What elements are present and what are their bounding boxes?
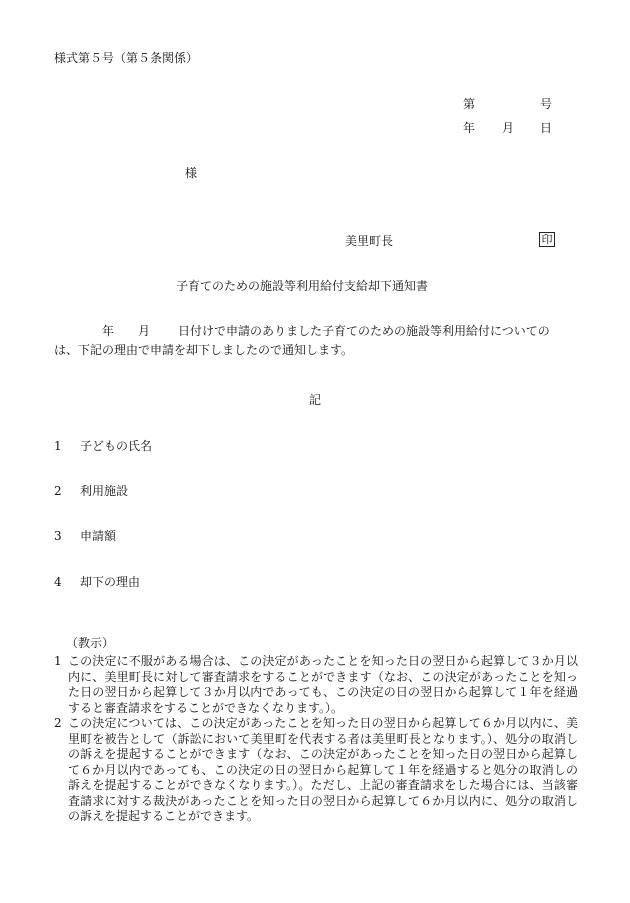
body-paragraph (54, 322, 578, 360)
body-line2: は、下記の理由で申請を却下しましたので通知します。 (54, 343, 354, 357)
ki-heading: 記 (309, 393, 322, 407)
item-label: 子どもの氏名 (80, 439, 153, 453)
item-label: 却下の理由 (80, 575, 141, 589)
note-item (54, 654, 578, 716)
item-label: 利用施設 (80, 484, 129, 498)
note-item (54, 716, 578, 825)
notes-list (54, 654, 578, 825)
item-number: 3 (54, 529, 62, 543)
doc-number-prefix: 第 (463, 97, 476, 111)
seal-stamp: 印 (539, 232, 555, 247)
date-day: 日 (540, 121, 553, 135)
item-number: 4 (54, 575, 62, 589)
item-number: 1 (54, 439, 62, 453)
issuer-name: 美里町長 (345, 234, 394, 248)
item-reason (54, 576, 140, 588)
note-text: この決定に不服がある場合は、この決定があったことを知った日の翌日から起算して３か月以内に、美里町長に対して審査請求をすることができます（なお、この決定があったことを知った日の翌日から起算して３か月以内であっても、この決定の日の翌日から起算して１年を経過すると審査請求をすることができなくなります。）。 (68, 654, 578, 715)
body-year: 年 (102, 324, 115, 338)
date-month: 月 (502, 121, 515, 135)
note-number: 2 (54, 716, 62, 730)
notes-heading: （教示） (66, 636, 115, 650)
document-title: 子育てのための施設等利用給付支給却下通知書 (176, 279, 429, 293)
addressee-suffix: 様 (185, 166, 198, 180)
item-amount (54, 530, 116, 542)
item-number: 2 (54, 484, 62, 498)
form-label: 様式第５号（第５条関係） (54, 51, 199, 65)
note-text: この決定については、この決定があったことを知った日の翌日から起算して６か月以内に、美里町を被告として（訴訟において美里町を代表する者は美里町長となります。）、処分の取消しの訴えを提起することができます（なお、この決定があったことを知った日の翌日から起算して６か月以内であっても、この決定の日の翌日から起算して１年を経過すると処分の取消しの訴えを提起することができなくなります。）。ただし、上記の審査請求をした場合には、当該審査請求に対する裁決があったことを知った日の翌日から起算して６か月以内に、処分の取消しの訴えを提起することができます。 (68, 716, 578, 823)
note-number: 1 (54, 654, 62, 668)
body-month: 月 (138, 324, 151, 338)
body-line1-rest: 日付けで申請のありました子育てのための施設等利用給付についての (178, 324, 550, 338)
date-year: 年 (463, 121, 476, 135)
item-child-name (54, 440, 152, 452)
doc-number-suffix: 号 (540, 97, 553, 111)
item-facility (54, 485, 128, 497)
item-label: 申請額 (80, 529, 117, 543)
